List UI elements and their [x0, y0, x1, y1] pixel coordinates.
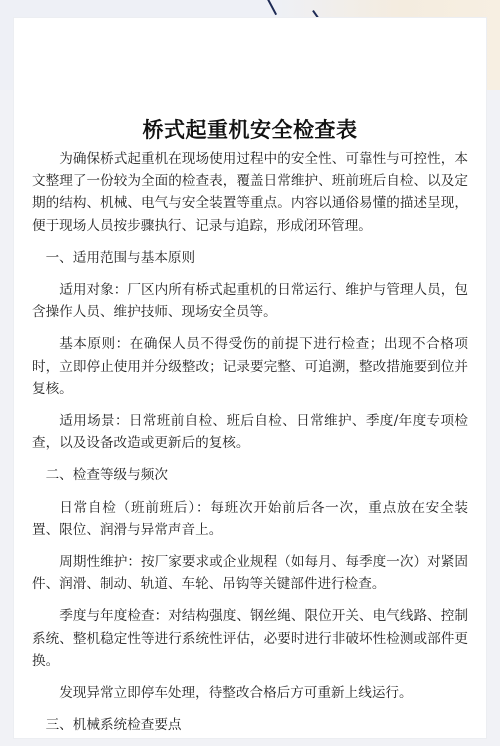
- section-heading: 三、机械系统检查要点: [45, 717, 182, 734]
- section-paragraph: 适用对象：厂区内所有桥式起重机的日常运行、维护与管理人员，包含操作人员、维护技师、现场安全员等。: [32, 282, 468, 321]
- section-heading: 二、检查等级与频次: [45, 467, 168, 484]
- section-paragraph: 适用场景：日常班前自检、班后自检、日常维护、季度/年度专项检查，以及设备改造或更新后的复核。: [32, 413, 468, 452]
- section-paragraph: 基本原则：在确保人员不得受伤的前提下进行检查；出现不合格项时，立即停止使用并分级整改；记录要完整、可追溯，整改措施要到位并复核。: [32, 336, 468, 397]
- intro-paragraph: 为确保桥式起重机在现场使用过程中的安全性、可靠性与可控性，本文整理了一份较为全面的检查表，覆盖日常维护、班前班后自检、以及定期的结构、机械、电气与安全装置等重点。内容以通俗易懂的描述呈现，便于现场人员按步骤执行、记录与追踪，形成闭环管理。: [32, 151, 468, 234]
- section-heading: 一、适用范围与基本原则: [45, 249, 196, 266]
- section-paragraph: 周期性维护：按厂家要求或企业规程（如每月、每季度一次）对紧固件、润滑、制动、轨道、车轮、吊钩等关键部件进行检查。: [32, 554, 468, 593]
- document-body: [32, 148, 468, 746]
- section-paragraph: 季度与年度检查：对结构强度、钢丝绳、限位开关、电气线路、控制系统、整机稳定性等进行系统性评估，必要时进行非破坏性检测或部件更换。: [32, 608, 468, 669]
- page-title: 桥式起重机安全检查表: [142, 117, 358, 142]
- section-paragraph: 日常自检（班前班后）：每班次开始前后各一次，重点放在安全装置、限位、润滑与异常声音上。: [32, 499, 468, 538]
- section-paragraph: 发现异常立即停车处理，待整改合格后方可重新上线运行。: [59, 685, 413, 702]
